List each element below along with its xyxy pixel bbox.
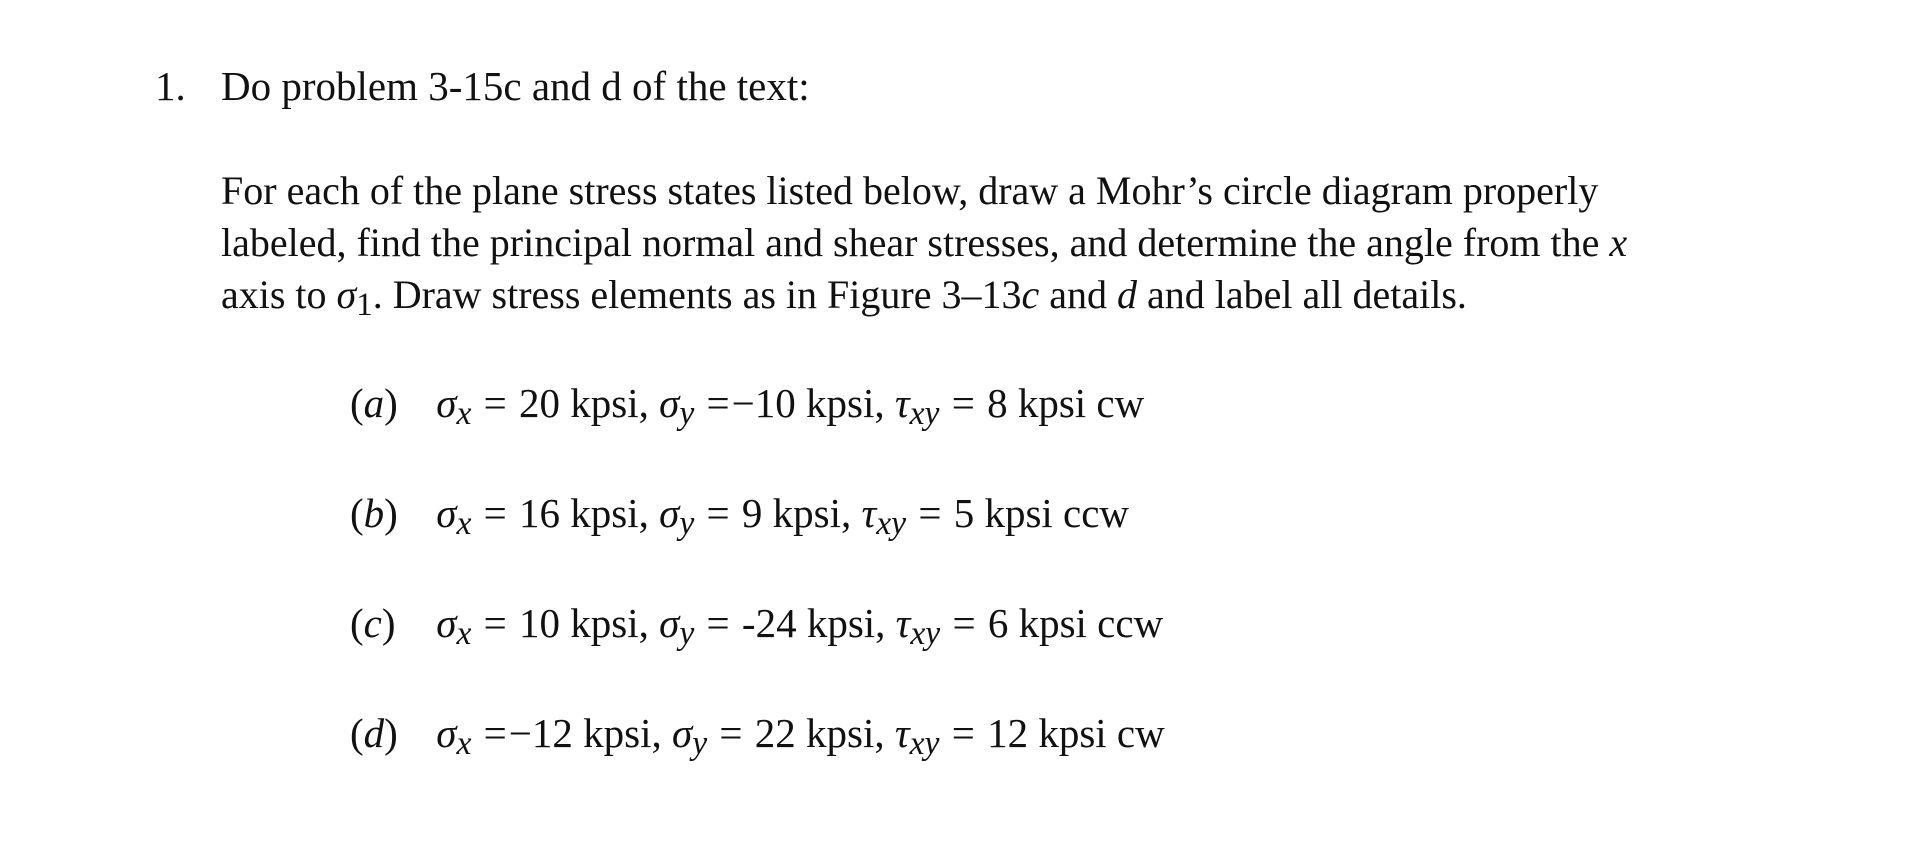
sigma-symbol: σ: [436, 490, 457, 536]
tau-symbol: τ: [894, 380, 910, 426]
tau-symbol: τ: [861, 490, 877, 536]
subscript-xy: xy: [876, 505, 907, 543]
description-line-2-text: labeled, find the principal normal and shear stresses, and determine the angle from the: [221, 220, 1610, 265]
case-label: (b): [350, 490, 398, 536]
tau-xy-value: 6 kpsi ccw: [987, 600, 1164, 646]
description-line-3: [221, 269, 1841, 324]
subscript-xy: xy: [909, 395, 940, 433]
problem-heading: [155, 60, 810, 112]
stress-case-c: [350, 598, 1163, 652]
description-line-2: [221, 217, 1841, 269]
sigma-symbol: σ: [659, 490, 680, 536]
sigma-x-value: 20 kpsi,: [519, 380, 649, 426]
tau-symbol: τ: [894, 710, 910, 756]
tau-xy-value: 8 kpsi cw: [987, 380, 1145, 426]
subscript-xy: xy: [909, 725, 940, 763]
sigma-x-value: 10 kpsi,: [519, 600, 649, 646]
case-label: (c): [350, 600, 396, 646]
stress-case-d: [350, 708, 1165, 762]
equals-sign: =: [483, 600, 507, 646]
tau-symbol: τ: [895, 600, 911, 646]
subscript-y: y: [692, 725, 708, 763]
equals-sign: =: [952, 600, 976, 646]
equals-sign: =: [483, 380, 507, 426]
sigma-y-value: -24 kpsi,: [741, 600, 886, 646]
equals-sign: =: [951, 710, 975, 756]
equals-sign: =: [483, 710, 507, 756]
sigma-symbol: σ: [436, 600, 457, 646]
subscript-x: x: [456, 505, 472, 543]
subscript-y: y: [679, 615, 695, 653]
tau-xy-value: 12 kpsi cw: [987, 710, 1165, 756]
equals-sign: =: [706, 490, 730, 536]
subscript-y: y: [679, 395, 695, 433]
sigma-subscript: 1: [356, 287, 373, 324]
sigma-y-value: −10 kpsi,: [731, 380, 885, 426]
sigma-y-value: 22 kpsi,: [754, 710, 885, 756]
sigma-symbol: σ: [336, 272, 357, 317]
equals-sign: =: [918, 490, 942, 536]
problem-number: 1.: [155, 63, 186, 109]
subscript-y: y: [679, 505, 695, 543]
figure-part-c: c: [1021, 272, 1040, 317]
case-label: (a): [350, 380, 398, 426]
figure-part-d: d: [1117, 272, 1137, 317]
equals-sign: =: [706, 380, 730, 426]
problem-heading-text: Do problem 3-15c and d of the text:: [221, 63, 810, 109]
problem-description: [221, 165, 1841, 324]
equals-sign: =: [706, 600, 730, 646]
subscript-xy: xy: [910, 615, 941, 653]
sigma-symbol: σ: [672, 710, 693, 756]
tau-xy-value: 5 kpsi ccw: [953, 490, 1130, 536]
subscript-x: x: [456, 725, 472, 763]
stress-case-a: [350, 378, 1144, 432]
equals-sign: =: [719, 710, 743, 756]
description-line-3-and: and: [1039, 272, 1117, 317]
subscript-x: x: [456, 615, 472, 653]
case-label: (d): [350, 710, 398, 756]
x-variable: x: [1609, 220, 1628, 265]
sigma-symbol: σ: [436, 710, 457, 756]
sigma-symbol: σ: [659, 380, 680, 426]
description-line-1: For each of the plane stress states listed below, draw a Mohr’s circle diagram properly: [221, 168, 1599, 213]
sigma-symbol: σ: [659, 600, 680, 646]
sigma-y-value: 9 kpsi,: [741, 490, 852, 536]
sigma-symbol: σ: [436, 380, 457, 426]
description-line-3-start: axis to: [221, 272, 337, 317]
equals-sign: =: [483, 490, 507, 536]
sigma-x-value: −12 kpsi,: [508, 710, 662, 756]
subscript-x: x: [456, 395, 472, 433]
sigma-x-value: 16 kpsi,: [519, 490, 649, 536]
description-line-3-mid: . Draw stress elements as in Figure 3–13: [372, 272, 1022, 317]
description-line-3-end: and label all details.: [1137, 272, 1467, 317]
equals-sign: =: [951, 380, 975, 426]
stress-case-b: [350, 488, 1129, 542]
